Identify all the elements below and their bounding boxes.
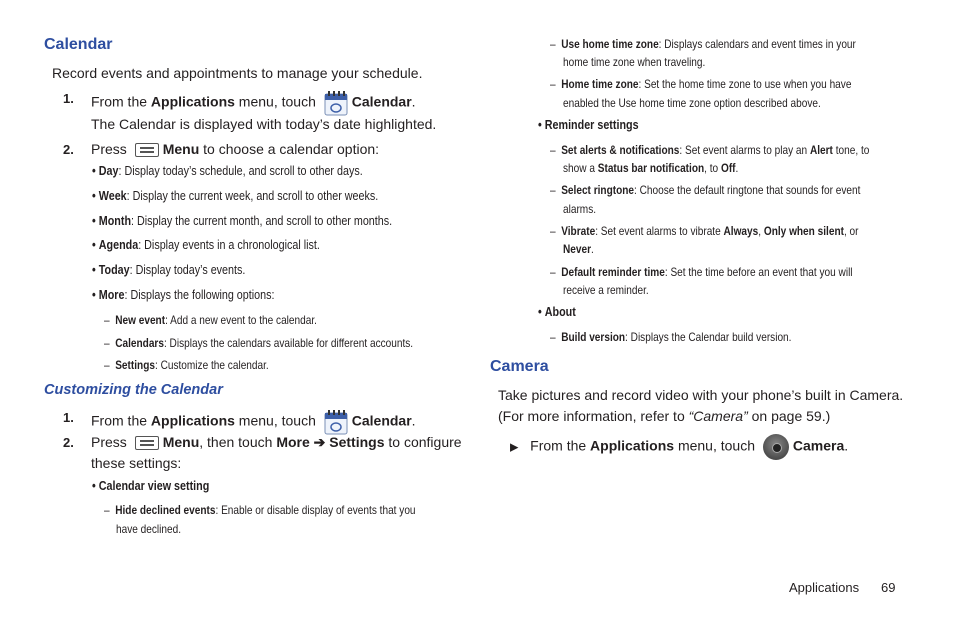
step-number: 2. bbox=[63, 142, 74, 157]
sub-list-item: – Vibrate: Set event alarms to vibrate Always, Only when silent, or bbox=[550, 224, 859, 238]
calendar-heading: Calendar bbox=[44, 36, 113, 53]
camera-intro-line1: Take pictures and record video with your phone’s built in Camera. bbox=[498, 387, 904, 403]
camera-intro-line2: (For more information, refer to “Camera” on page 59.) bbox=[498, 408, 831, 424]
list-item: • About bbox=[538, 305, 576, 319]
step-number: 2. bbox=[63, 435, 74, 450]
sub-list-item-cont: Never. bbox=[563, 242, 594, 256]
camera-step: ▶ From the Applications menu, touch Camera. bbox=[510, 434, 848, 460]
list-item: • Today: Display today’s events. bbox=[92, 263, 246, 277]
calendar-icon bbox=[324, 409, 348, 435]
step2-text: Press Menu to choose a calendar option: bbox=[91, 141, 380, 157]
calendar-icon bbox=[324, 90, 348, 116]
sub-list-item-cont: receive a reminder. bbox=[563, 283, 649, 297]
step-number: 1. bbox=[63, 410, 74, 425]
sub-list-item: – Set alerts & notifications: Set event alarms to play an Alert tone, to bbox=[550, 143, 870, 157]
step-arrow-icon: ▶ bbox=[510, 441, 519, 454]
sub-list-item: – Select ringtone: Choose the default ringtone that sounds for event bbox=[550, 183, 861, 197]
sub-list-item: – Default reminder time: Set the time before an event that you will bbox=[550, 265, 853, 279]
customizing-heading: Customizing the Calendar bbox=[44, 382, 223, 398]
sub-list-item-cont: show a Status bar notification, to Off. bbox=[563, 161, 739, 175]
list-item: • Month: Display the current month, and scroll to other months. bbox=[92, 214, 393, 228]
sub-list-item: – Home time zone: Set the home time zone to use when you have bbox=[550, 77, 852, 91]
camera-icon bbox=[763, 434, 789, 460]
custom-step1-text: From the Applications menu, touch Calendar. bbox=[91, 409, 416, 435]
list-item: • Reminder settings bbox=[538, 118, 639, 132]
custom-step2-line2: these settings: bbox=[91, 455, 182, 471]
menu-key-icon bbox=[135, 143, 159, 157]
list-item: • Calendar view setting bbox=[92, 479, 210, 493]
custom-step2-text: Press Menu, then touch More ➔ Settings to configure bbox=[91, 434, 462, 450]
sub-list-item-cont: home time zone when traveling. bbox=[563, 55, 706, 69]
list-item: • More: Displays the following options: bbox=[92, 288, 275, 302]
footer-section: Applications bbox=[789, 580, 860, 595]
list-item: • Week: Display the current week, and scroll to other weeks. bbox=[92, 189, 379, 203]
sub-list-item: – Use home time zone: Displays calendars and event times in your bbox=[550, 37, 856, 51]
page-number: 69 bbox=[881, 580, 896, 595]
sub-list-item-cont: have declined. bbox=[116, 522, 182, 536]
step1-text: From the Applications menu, touch Calendar. bbox=[91, 90, 416, 116]
list-item: • Day: Display today’s schedule, and scroll to other days. bbox=[92, 164, 363, 178]
sub-list-item-cont: alarms. bbox=[563, 202, 597, 216]
sub-list-item: – New event: Add a new event to the calendar. bbox=[104, 313, 317, 327]
calendar-intro: Record events and appointments to manage your schedule. bbox=[52, 65, 423, 81]
sub-list-item: – Settings: Customize the calendar. bbox=[104, 358, 269, 372]
sub-list-item: – Build version: Displays the Calendar build version. bbox=[550, 330, 792, 344]
list-item: • Agenda: Display events in a chronological list. bbox=[92, 238, 320, 252]
step-number: 1. bbox=[63, 91, 74, 106]
sub-list-item: – Calendars: Displays the calendars available for different accounts. bbox=[104, 336, 414, 350]
menu-key-icon bbox=[135, 436, 159, 450]
camera-heading: Camera bbox=[490, 358, 549, 375]
sub-list-item-cont: enabled the Use home time zone option described above. bbox=[563, 96, 821, 110]
sub-list-item: – Hide declined events: Enable or disable display of events that you bbox=[104, 503, 416, 517]
step1-note: The Calendar is displayed with today’s date highlighted. bbox=[91, 116, 437, 132]
